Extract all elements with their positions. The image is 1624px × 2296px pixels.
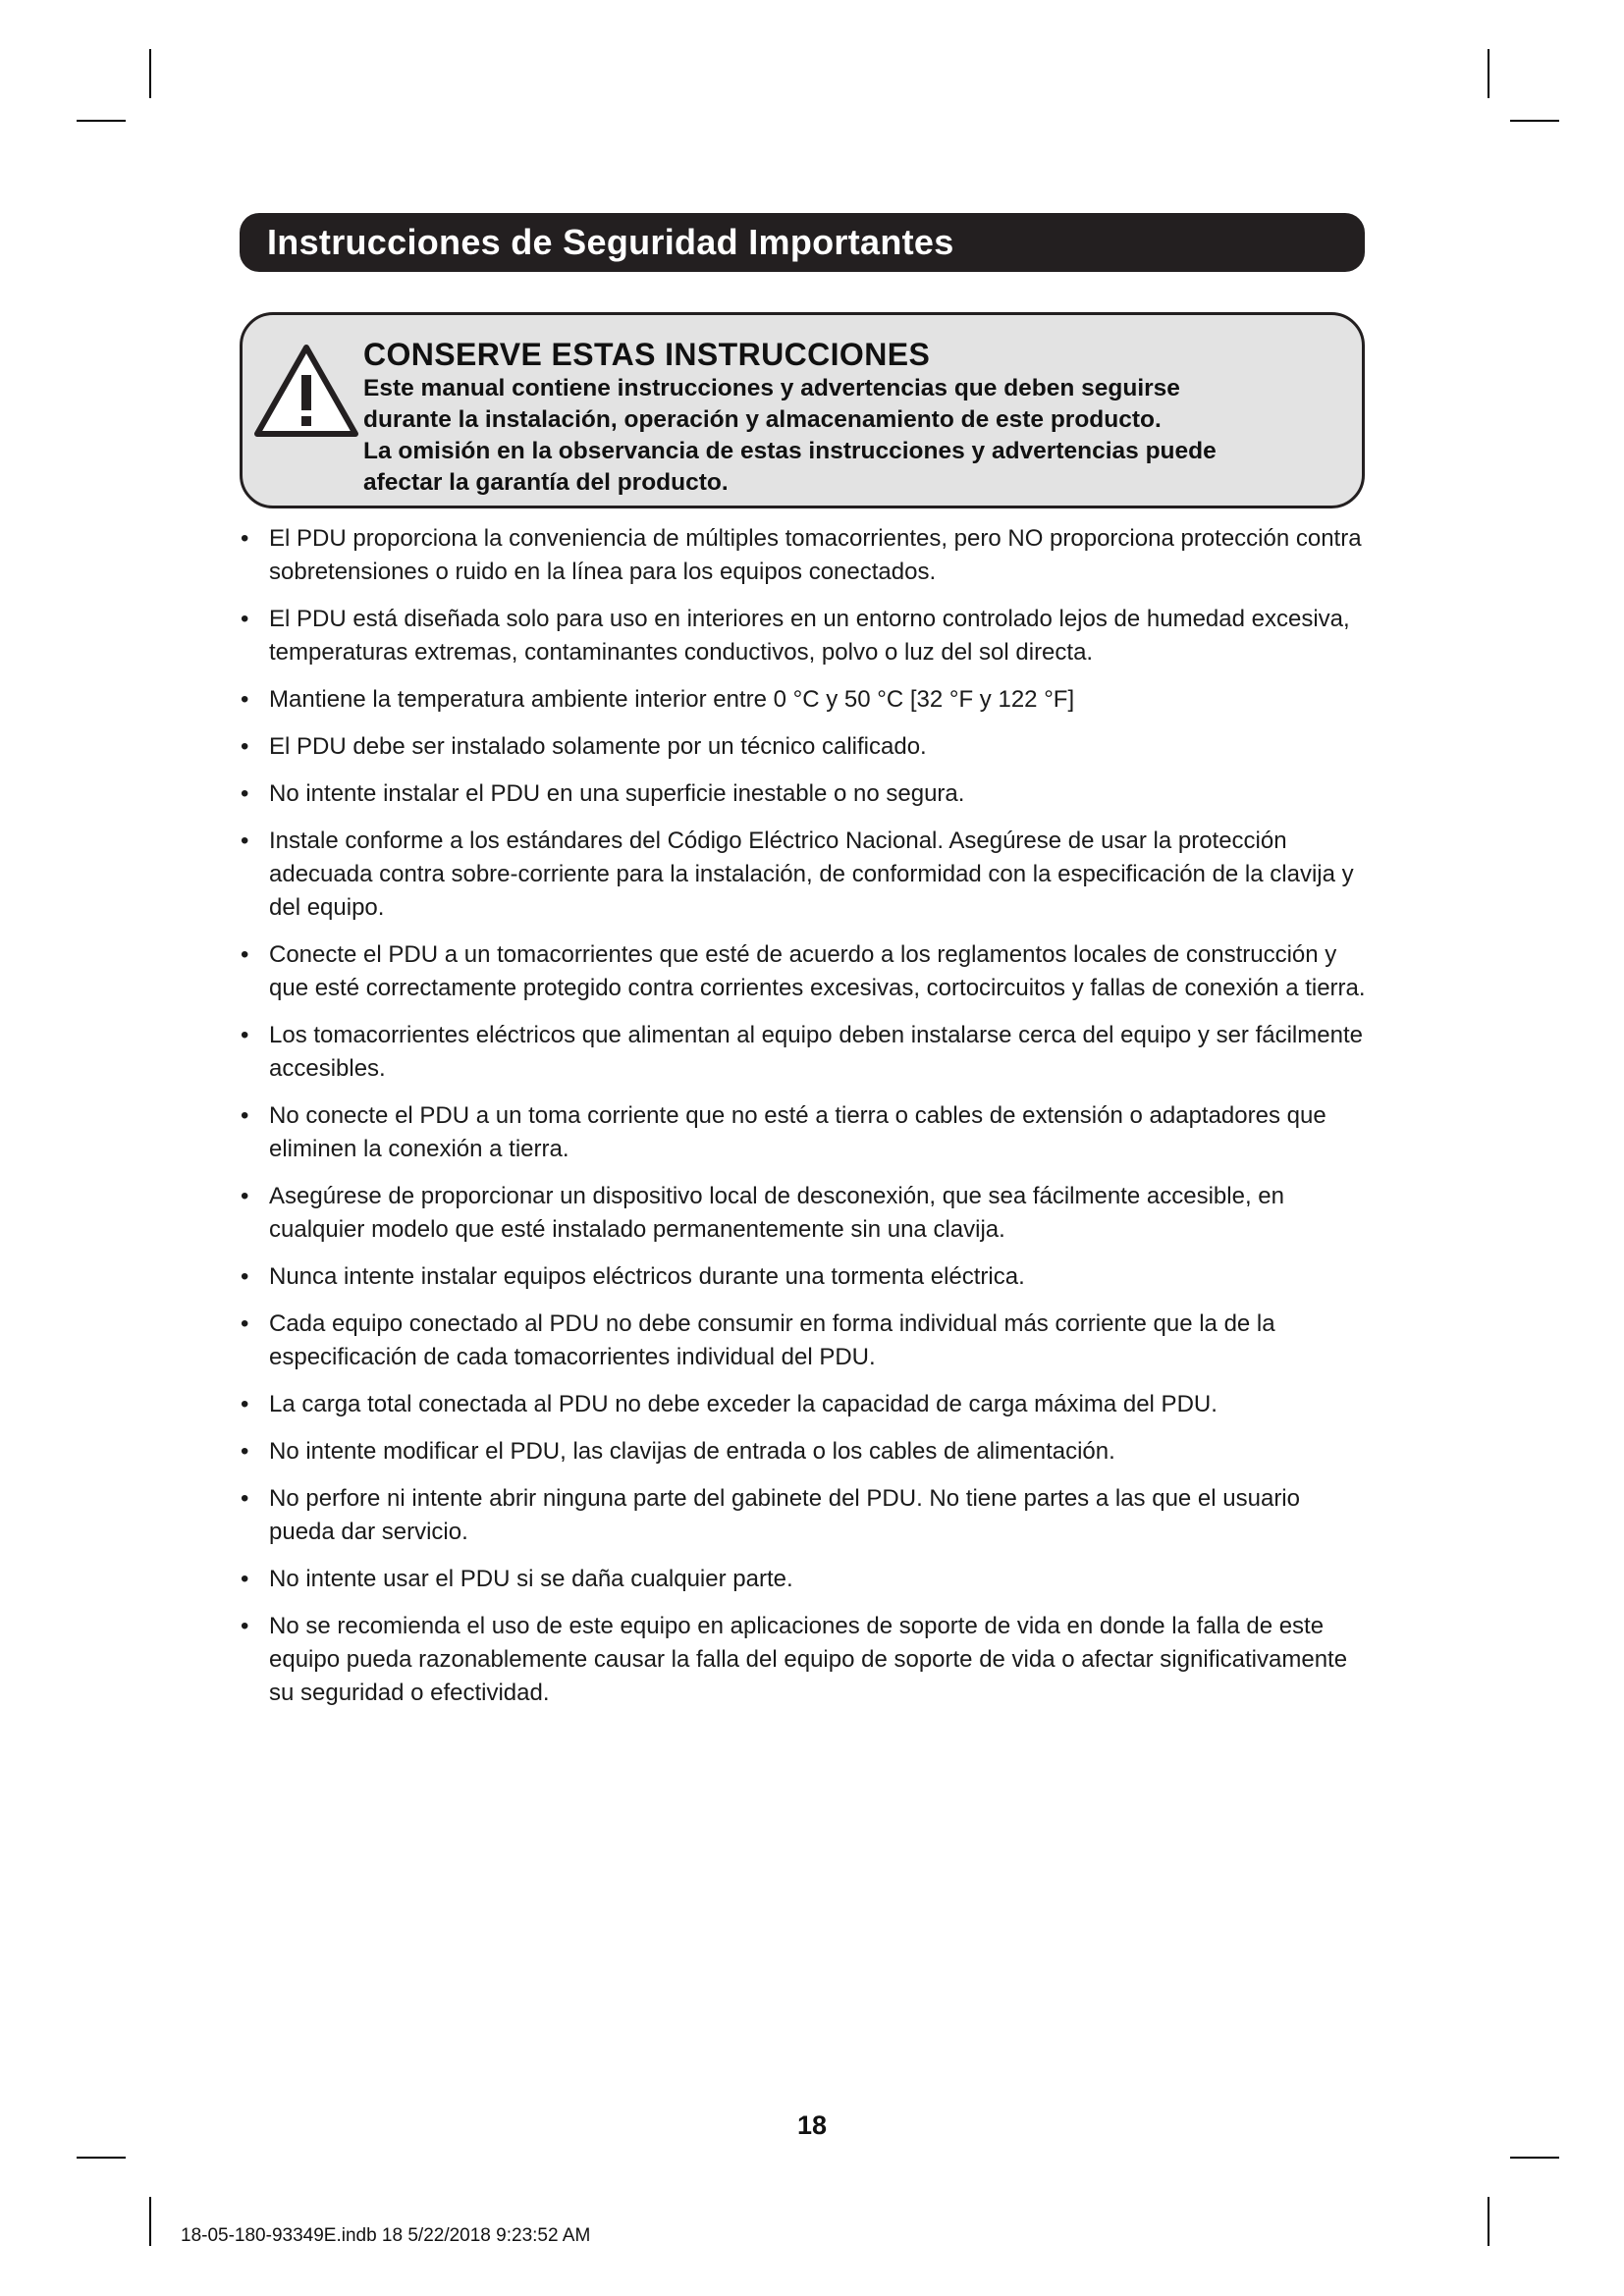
list-item-text: El PDU está diseñada solo para uso en interiores en un entorno controlado lejos de humedad excesiva, temperaturas extremas, contaminantes conductivos, polvo o luz del sol directa.: [269, 606, 1350, 666]
list-item: [240, 1610, 1369, 1710]
bullet-icon: •: [241, 686, 249, 713]
bullet-icon: •: [241, 1613, 249, 1639]
list-item: [240, 1435, 1369, 1468]
crop-mark-top-right-vertical: [1488, 49, 1489, 98]
crop-mark-bottom-left-vertical: [149, 2197, 151, 2246]
warning-line: durante la instalación, operación y almacenamiento de este producto.: [363, 406, 1162, 433]
list-item-text: El PDU proporciona la conveniencia de múltiples tomacorrientes, pero NO proporciona protección contra sobretensiones o ruido en la línea para los equipos conectados.: [269, 525, 1362, 585]
list-item-text: No perfore ni intente abrir ninguna parte del gabinete del PDU. No tiene partes a las que el usuario pueda dar servicio.: [269, 1485, 1300, 1545]
safety-instructions-list: [240, 522, 1369, 1724]
warning-body: [363, 373, 1345, 499]
warning-line: Este manual contiene instrucciones y advertencias que deben seguirse: [363, 375, 1180, 401]
list-item-text: El PDU debe ser instalado solamente por un técnico calificado.: [269, 733, 927, 760]
bullet-icon: •: [241, 1022, 249, 1048]
bullet-icon: •: [241, 1485, 249, 1512]
list-item: [240, 1099, 1369, 1166]
crop-mark-top-left-vertical: [149, 49, 151, 98]
list-item: [240, 1308, 1369, 1374]
list-item: [240, 522, 1369, 589]
list-item-text: Cada equipo conectado al PDU no debe consumir en forma individual más corriente que la de la especificación de cada tomacorrientes individual del PDU.: [269, 1310, 1275, 1370]
warning-triangle-icon: [251, 342, 361, 440]
list-item: [240, 730, 1369, 764]
bullet-icon: •: [241, 1183, 249, 1209]
list-item: [240, 825, 1369, 925]
warning-callout: [240, 312, 1365, 508]
list-item-text: No intente modificar el PDU, las clavijas de entrada o los cables de alimentación.: [269, 1438, 1115, 1465]
bullet-icon: •: [241, 1102, 249, 1129]
list-item: [240, 777, 1369, 811]
crop-mark-top-right-horizontal: [1510, 120, 1559, 122]
bullet-icon: •: [241, 1438, 249, 1465]
list-item: [240, 603, 1369, 669]
warning-line: afectar la garantía del producto.: [363, 469, 729, 496]
list-item-text: No intente instalar el PDU en una superficie inestable o no segura.: [269, 780, 965, 807]
list-item: [240, 683, 1369, 717]
section-heading-bar: [240, 213, 1365, 272]
bullet-icon: •: [241, 780, 249, 807]
list-item-text: Asegúrese de proporcionar un dispositivo local de desconexión, que sea fácilmente accesible, en cualquier modelo que esté instalado permanentemente sin una clavija.: [269, 1183, 1284, 1243]
list-item-text: Conecte el PDU a un tomacorrientes que esté de acuerdo a los reglamentos locales de construcción y que esté correctamente protegido contra corrientes excesivas, cortocircuitos y fallas de conexión a tierra.: [269, 941, 1366, 1001]
list-item-text: No intente usar el PDU si se daña cualquier parte.: [269, 1566, 793, 1592]
list-item: [240, 1563, 1369, 1596]
list-item: [240, 1482, 1369, 1549]
crop-mark-top-left-horizontal: [77, 120, 126, 122]
bullet-icon: •: [241, 525, 249, 552]
print-slug: 18-05-180-93349E.indb 18 5/22/2018 9:23:52 AM: [181, 2225, 591, 2246]
warning-heading: CONSERVE ESTAS INSTRUCCIONES: [363, 337, 931, 372]
crop-mark-bottom-right-vertical: [1488, 2197, 1489, 2246]
crop-mark-bottom-left-horizontal: [77, 2157, 126, 2159]
list-item-text: Mantiene la temperatura ambiente interior entre 0 °C y 50 °C [32 °F y 122 °F]: [269, 686, 1075, 713]
bullet-icon: •: [241, 941, 249, 968]
list-item: [240, 1019, 1369, 1086]
list-item: [240, 1388, 1369, 1421]
bullet-icon: •: [241, 606, 249, 632]
list-item-text: No conecte el PDU a un toma corriente que no esté a tierra o cables de extensión o adaptadores que eliminen la conexión a tierra.: [269, 1102, 1326, 1162]
bullet-icon: •: [241, 828, 249, 854]
section-title: Instrucciones de Seguridad Importantes: [267, 222, 954, 262]
list-item: [240, 1260, 1369, 1294]
list-item: [240, 938, 1369, 1005]
page-number: 18: [796, 2110, 828, 2140]
list-item-text: No se recomienda el uso de este equipo en aplicaciones de soporte de vida en donde la falla de este equipo pueda razonablemente causar la falla del equipo de soporte de vida o afectar significativamente su seguridad o efectividad.: [269, 1613, 1348, 1706]
list-item-text: Instale conforme a los estándares del Código Eléctrico Nacional. Asegúrese de usar la protección adecuada contra sobre-corriente para la instalación, de conformidad con la especificación de la clavija y del equipo.: [269, 828, 1354, 921]
bullet-icon: •: [241, 1310, 249, 1337]
warning-line: La omisión en la observancia de estas instrucciones y advertencias puede: [363, 438, 1217, 464]
list-item: [240, 1180, 1369, 1247]
bullet-icon: •: [241, 1391, 249, 1417]
bullet-icon: •: [241, 733, 249, 760]
list-item-text: La carga total conectada al PDU no debe exceder la capacidad de carga máxima del PDU.: [269, 1391, 1218, 1417]
warning-text-block: [363, 337, 1345, 499]
list-item-text: Los tomacorrientes eléctricos que alimentan al equipo deben instalarse cerca del equipo y ser fácilmente accesibles.: [269, 1022, 1363, 1082]
bullet-icon: •: [241, 1263, 249, 1290]
bullet-icon: •: [241, 1566, 249, 1592]
list-item-text: Nunca intente instalar equipos eléctricos durante una tormenta eléctrica.: [269, 1263, 1025, 1290]
crop-mark-bottom-right-horizontal: [1510, 2157, 1559, 2159]
